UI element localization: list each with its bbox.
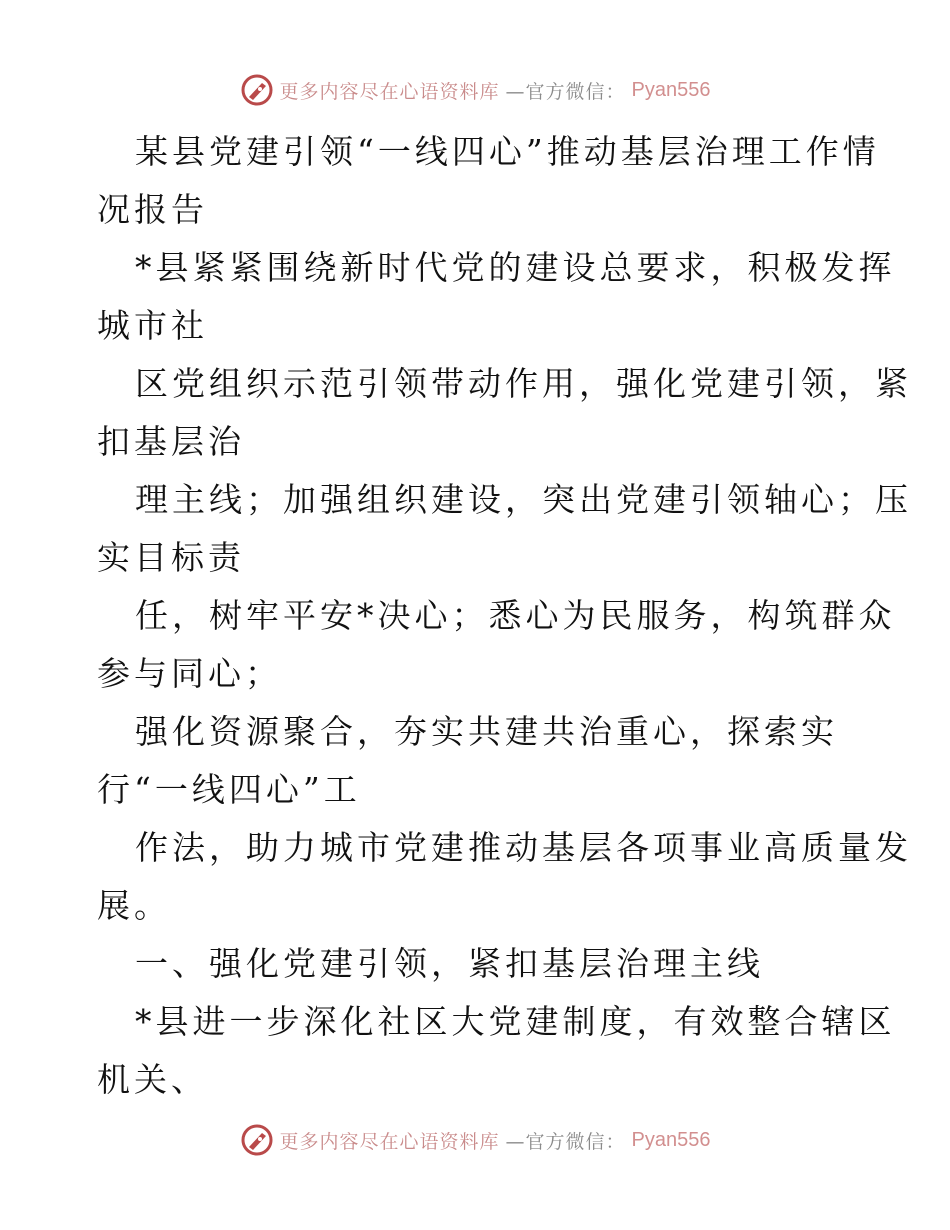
watermark-text: 更多内容尽在心语资料库 (279, 1130, 500, 1153)
text-line: 扣基层治 (97, 422, 245, 461)
text-line: *县紧紧围绕新时代党的建设总要求，积极发挥 (135, 248, 896, 287)
text-line: 任，树牢平安*决心；悉心为民服务，构筑群众 (135, 596, 896, 635)
watermark-separator: —官方微信： (505, 1130, 626, 1153)
watermark-wechat-id: Pyan556 (631, 78, 711, 101)
section-heading: 一、强化党建引领，紧扣基层治理主线 (135, 944, 764, 983)
text-line: 机关、 (97, 1060, 208, 1099)
watermark-separator: —官方微信： (505, 80, 626, 103)
text-line: 强化资源聚合，夯实共建共治重心，探索实 (135, 712, 838, 751)
text-line: 行“一线四心”工 (97, 770, 361, 809)
watermark-text: 更多内容尽在心语资料库 (279, 80, 500, 103)
watermark-wechat-id: Pyan556 (631, 1128, 711, 1151)
text-line: 实目标责 (97, 538, 245, 577)
text-line: 理主线；加强组织建设，突出党建引领轴心；压 (135, 480, 912, 519)
footer-watermark (0, 1120, 950, 1160)
pen-nib-logo-icon (240, 1123, 274, 1157)
text-line: 参与同心； (97, 654, 282, 693)
text-line: 展。 (97, 886, 171, 925)
text-line: 区党组织示范引领带动作用，强化党建引领，紧 (135, 364, 912, 403)
text-line: *县进一步深化社区大党建制度，有效整合辖区 (135, 1002, 896, 1041)
text-line: 作法，助力城市党建推动基层各项事业高质量发 (135, 828, 912, 867)
text-line: 城市社 (97, 306, 208, 345)
text-line: 某县党建引领“一线四心”推动基层治理工作情 (135, 132, 880, 171)
header-watermark (0, 70, 950, 110)
text-line: 况报告 (97, 190, 208, 229)
pen-nib-logo-icon (240, 73, 274, 107)
